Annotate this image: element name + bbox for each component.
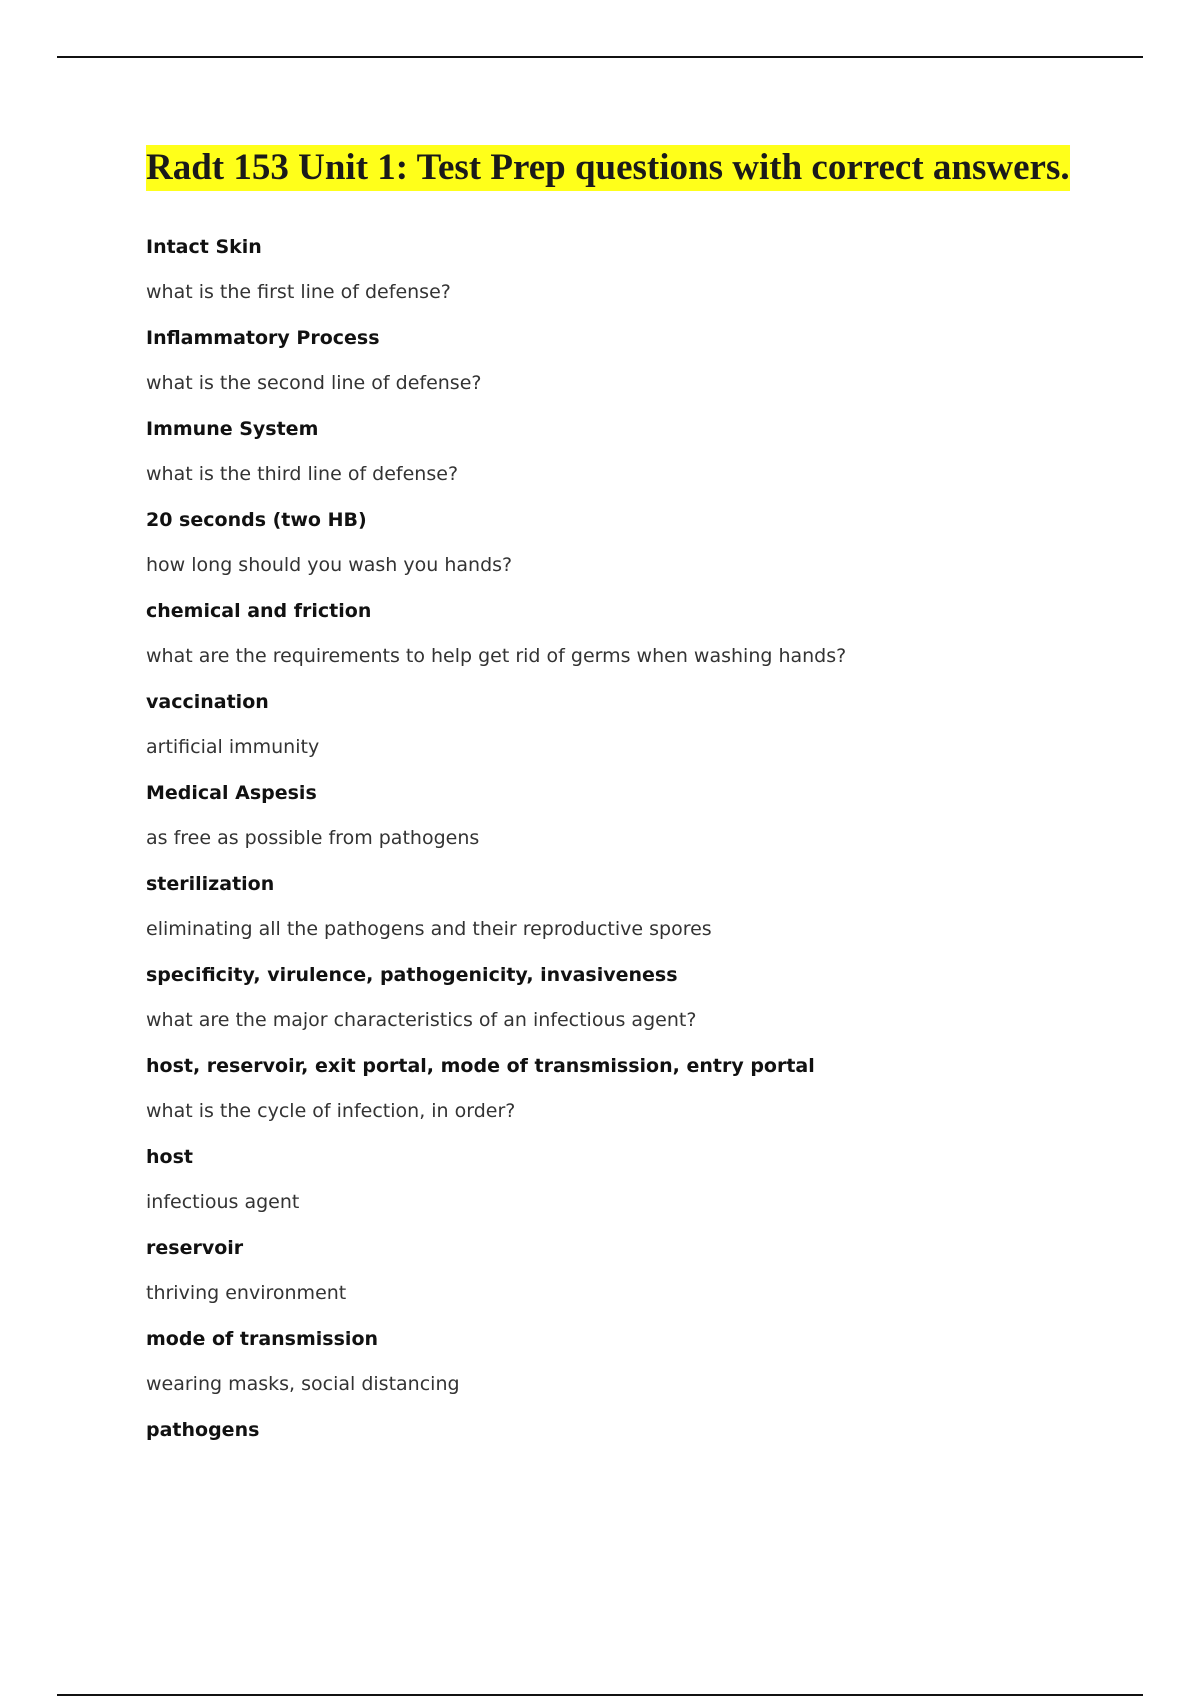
question-text: eliminating all the pathogens and their reproductive spores: [146, 918, 712, 940]
question-text: [146, 1460, 1106, 1506]
bottom-rule: [57, 1694, 1143, 1696]
answer-term: pathogens: [146, 1419, 260, 1441]
qa-item: [146, 232, 1106, 323]
answer-term: mode of transmission: [146, 1328, 379, 1350]
answer-term: Immune System: [146, 418, 319, 440]
qa-item: [146, 960, 1106, 1051]
qa-list: [146, 232, 1106, 1506]
qa-item: [146, 414, 1106, 505]
answer-term: vaccination: [146, 691, 269, 713]
question-text: wearing masks, social distancing: [146, 1373, 460, 1395]
question-text: thriving environment: [146, 1282, 347, 1304]
document-title-text: Radt 153 Unit 1: Test Prep questions with correct answers.: [146, 145, 1070, 191]
qa-item: [146, 1142, 1106, 1233]
answer-term: host: [146, 1146, 193, 1168]
answer-term: sterilization: [146, 873, 275, 895]
question-text: how long should you wash you hands?: [146, 554, 513, 576]
qa-item: [146, 1324, 1106, 1415]
qa-item: [146, 596, 1106, 687]
qa-item: [146, 687, 1106, 778]
question-text: what are the major characteristics of an infectious agent?: [146, 1009, 697, 1031]
answer-term: Medical Aspesis: [146, 782, 317, 804]
qa-item: [146, 869, 1106, 960]
qa-item: [146, 505, 1106, 596]
qa-item: [146, 1051, 1106, 1142]
answer-term: Intact Skin: [146, 236, 262, 258]
question-text: what is the second line of defense?: [146, 372, 482, 394]
answer-term: specificity, virulence, pathogenicity, invasiveness: [146, 964, 678, 986]
question-text: infectious agent: [146, 1191, 300, 1213]
top-rule: [57, 56, 1143, 58]
answer-term: 20 seconds (two HB): [146, 509, 367, 531]
question-text: what is the cycle of infection, in order?: [146, 1100, 516, 1122]
document-title: [146, 146, 1070, 190]
qa-item: [146, 1233, 1106, 1324]
qa-item: [146, 323, 1106, 414]
question-text: what is the first line of defense?: [146, 281, 451, 303]
question-text: what is the third line of defense?: [146, 463, 459, 485]
question-text: artificial immunity: [146, 736, 320, 758]
qa-item: [146, 778, 1106, 869]
answer-term: chemical and friction: [146, 600, 372, 622]
question-text: what are the requirements to help get rid of germs when washing hands?: [146, 645, 847, 667]
answer-term: reservoir: [146, 1237, 244, 1259]
answer-term: host, reservoir, exit portal, mode of transmission, entry portal: [146, 1055, 815, 1077]
answer-term: Inflammatory Process: [146, 327, 380, 349]
question-text: as free as possible from pathogens: [146, 827, 480, 849]
qa-item: [146, 1415, 1106, 1506]
